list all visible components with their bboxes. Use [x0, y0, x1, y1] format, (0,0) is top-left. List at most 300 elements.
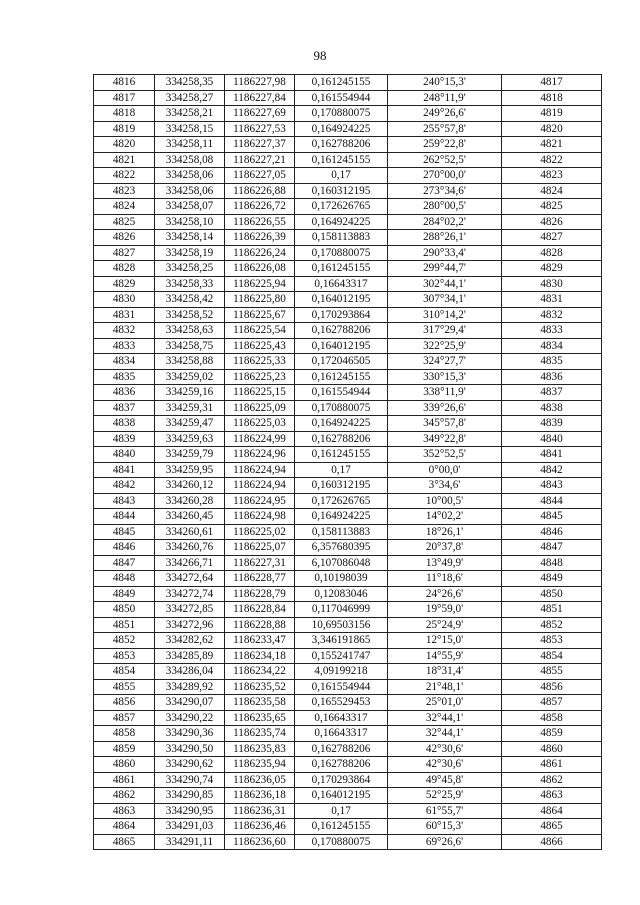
next-point-cell: 4827	[502, 230, 602, 246]
point-number-cell: 4850	[94, 602, 155, 618]
distance-cell: 0,16643317	[295, 726, 388, 742]
table-row	[94, 586, 602, 602]
bearing-cell: 14°55,9'	[388, 648, 502, 664]
next-point-cell: 4832	[502, 307, 602, 323]
point-number-cell: 4834	[94, 354, 155, 370]
distance-cell: 0,161554944	[295, 385, 388, 401]
point-number-cell: 4838	[94, 416, 155, 432]
point-number-cell: 4845	[94, 524, 155, 540]
table-row	[94, 524, 602, 540]
table-row	[94, 416, 602, 432]
next-point-cell: 4857	[502, 695, 602, 711]
table-row	[94, 152, 602, 168]
y-coordinate-cell: 1186228,88	[225, 617, 295, 633]
x-coordinate-cell: 334291,11	[155, 834, 225, 850]
point-number-cell: 4818	[94, 106, 155, 122]
table-row	[94, 664, 602, 680]
next-point-cell: 4819	[502, 106, 602, 122]
bearing-cell: 14°02,2'	[388, 509, 502, 525]
x-coordinate-cell: 334258,21	[155, 106, 225, 122]
y-coordinate-cell: 1186228,84	[225, 602, 295, 618]
table-row	[94, 726, 602, 742]
distance-cell: 0,162788206	[295, 137, 388, 153]
point-number-cell: 4821	[94, 152, 155, 168]
distance-cell: 0,10198039	[295, 571, 388, 587]
bearing-cell: 345°57,8'	[388, 416, 502, 432]
next-point-cell: 4842	[502, 462, 602, 478]
x-coordinate-cell: 334272,64	[155, 571, 225, 587]
y-coordinate-cell: 1186226,55	[225, 214, 295, 230]
x-coordinate-cell: 334258,08	[155, 152, 225, 168]
x-coordinate-cell: 334258,35	[155, 75, 225, 91]
bearing-cell: 21°48,1'	[388, 679, 502, 695]
table-row	[94, 121, 602, 137]
distance-cell: 0,117046999	[295, 602, 388, 618]
next-point-cell: 4818	[502, 90, 602, 106]
distance-cell: 0,161245155	[295, 369, 388, 385]
y-coordinate-cell: 1186227,37	[225, 137, 295, 153]
x-coordinate-cell: 334259,31	[155, 400, 225, 416]
x-coordinate-cell: 334260,76	[155, 540, 225, 556]
bearing-cell: 240°15,3'	[388, 75, 502, 91]
y-coordinate-cell: 1186225,07	[225, 540, 295, 556]
table-row	[94, 276, 602, 292]
point-number-cell: 4857	[94, 710, 155, 726]
y-coordinate-cell: 1186225,80	[225, 292, 295, 308]
table-row	[94, 617, 602, 633]
point-number-cell: 4835	[94, 369, 155, 385]
y-coordinate-cell: 1186226,24	[225, 245, 295, 261]
distance-cell: 0,164012195	[295, 788, 388, 804]
point-number-cell: 4841	[94, 462, 155, 478]
x-coordinate-cell: 334290,22	[155, 710, 225, 726]
y-coordinate-cell: 1186235,52	[225, 679, 295, 695]
bearing-cell: 20°37,8'	[388, 540, 502, 556]
bearing-cell: 42°30,6'	[388, 757, 502, 773]
x-coordinate-cell: 334260,28	[155, 493, 225, 509]
y-coordinate-cell: 1186227,98	[225, 75, 295, 91]
next-point-cell: 4839	[502, 416, 602, 432]
bearing-cell: 284°02,2'	[388, 214, 502, 230]
table-row	[94, 803, 602, 819]
x-coordinate-cell: 334258,52	[155, 307, 225, 323]
distance-cell: 0,17	[295, 462, 388, 478]
point-number-cell: 4826	[94, 230, 155, 246]
point-number-cell: 4839	[94, 431, 155, 447]
point-number-cell: 4829	[94, 276, 155, 292]
distance-cell: 0,155241747	[295, 648, 388, 664]
table-row	[94, 385, 602, 401]
next-point-cell: 4866	[502, 834, 602, 850]
table-row	[94, 168, 602, 184]
x-coordinate-cell: 334260,45	[155, 509, 225, 525]
distance-cell: 0,170293864	[295, 772, 388, 788]
x-coordinate-cell: 334290,74	[155, 772, 225, 788]
table-row	[94, 493, 602, 509]
point-number-cell: 4840	[94, 447, 155, 463]
x-coordinate-cell: 334258,15	[155, 121, 225, 137]
x-coordinate-cell: 334290,36	[155, 726, 225, 742]
y-coordinate-cell: 1186225,09	[225, 400, 295, 416]
table-row	[94, 772, 602, 788]
distance-cell: 0,161554944	[295, 679, 388, 695]
table-row	[94, 462, 602, 478]
bearing-cell: 255°57,8'	[388, 121, 502, 137]
point-number-cell: 4844	[94, 509, 155, 525]
next-point-cell: 4851	[502, 602, 602, 618]
y-coordinate-cell: 1186225,03	[225, 416, 295, 432]
next-point-cell: 4860	[502, 741, 602, 757]
next-point-cell: 4845	[502, 509, 602, 525]
x-coordinate-cell: 334260,12	[155, 478, 225, 494]
y-coordinate-cell: 1186225,33	[225, 354, 295, 370]
point-number-cell: 4856	[94, 695, 155, 711]
next-point-cell: 4852	[502, 617, 602, 633]
y-coordinate-cell: 1186233,47	[225, 633, 295, 649]
point-number-cell: 4823	[94, 183, 155, 199]
point-number-cell: 4858	[94, 726, 155, 742]
distance-cell: 0,162788206	[295, 323, 388, 339]
next-point-cell: 4850	[502, 586, 602, 602]
table-row	[94, 478, 602, 494]
point-number-cell: 4861	[94, 772, 155, 788]
distance-cell: 0,16643317	[295, 276, 388, 292]
point-number-cell: 4819	[94, 121, 155, 137]
table-row	[94, 819, 602, 835]
y-coordinate-cell: 1186234,18	[225, 648, 295, 664]
table-row	[94, 338, 602, 354]
x-coordinate-cell: 334272,74	[155, 586, 225, 602]
y-coordinate-cell: 1186227,53	[225, 121, 295, 137]
next-point-cell: 4844	[502, 493, 602, 509]
y-coordinate-cell: 1186225,94	[225, 276, 295, 292]
distance-cell: 0,164924225	[295, 121, 388, 137]
point-number-cell: 4860	[94, 757, 155, 773]
bearing-cell: 12°15,0'	[388, 633, 502, 649]
y-coordinate-cell: 1186236,60	[225, 834, 295, 850]
y-coordinate-cell: 1186235,74	[225, 726, 295, 742]
x-coordinate-cell: 334291,03	[155, 819, 225, 835]
y-coordinate-cell: 1186234,22	[225, 664, 295, 680]
y-coordinate-cell: 1186226,39	[225, 230, 295, 246]
table-body	[94, 75, 602, 850]
bearing-cell: 60°15,3'	[388, 819, 502, 835]
y-coordinate-cell: 1186235,65	[225, 710, 295, 726]
point-number-cell: 4853	[94, 648, 155, 664]
bearing-cell: 42°30,6'	[388, 741, 502, 757]
next-point-cell: 4841	[502, 447, 602, 463]
distance-cell: 0,16643317	[295, 710, 388, 726]
point-number-cell: 4865	[94, 834, 155, 850]
point-number-cell: 4852	[94, 633, 155, 649]
next-point-cell: 4838	[502, 400, 602, 416]
distance-cell: 0,164012195	[295, 338, 388, 354]
distance-cell: 0,161245155	[295, 819, 388, 835]
bearing-cell: 317°29,4'	[388, 323, 502, 339]
point-number-cell: 4843	[94, 493, 155, 509]
bearing-cell: 299°44,7'	[388, 261, 502, 277]
distance-cell: 0,160312195	[295, 478, 388, 494]
point-number-cell: 4836	[94, 385, 155, 401]
bearing-cell: 259°22,8'	[388, 137, 502, 153]
y-coordinate-cell: 1186226,88	[225, 183, 295, 199]
bearing-cell: 24°26,6'	[388, 586, 502, 602]
table-row	[94, 106, 602, 122]
page-number: 98	[313, 48, 327, 63]
x-coordinate-cell: 334260,61	[155, 524, 225, 540]
bearing-cell: 290°33,4'	[388, 245, 502, 261]
bearing-cell: 324°27,7'	[388, 354, 502, 370]
table-row	[94, 679, 602, 695]
table-row	[94, 214, 602, 230]
distance-cell: 0,170880075	[295, 245, 388, 261]
x-coordinate-cell: 334258,19	[155, 245, 225, 261]
point-number-cell: 4851	[94, 617, 155, 633]
y-coordinate-cell: 1186224,98	[225, 509, 295, 525]
point-number-cell: 4859	[94, 741, 155, 757]
bearing-cell: 288°26,1'	[388, 230, 502, 246]
bearing-cell: 10°00,5'	[388, 493, 502, 509]
x-coordinate-cell: 334290,07	[155, 695, 225, 711]
y-coordinate-cell: 1186224,95	[225, 493, 295, 509]
x-coordinate-cell: 334258,06	[155, 183, 225, 199]
point-number-cell: 4822	[94, 168, 155, 184]
next-point-cell: 4833	[502, 323, 602, 339]
x-coordinate-cell: 334258,11	[155, 137, 225, 153]
distance-cell: 0,161554944	[295, 90, 388, 106]
table-row	[94, 602, 602, 618]
y-coordinate-cell: 1186236,18	[225, 788, 295, 804]
distance-cell: 3,346191865	[295, 633, 388, 649]
distance-cell: 0,160312195	[295, 183, 388, 199]
x-coordinate-cell: 334258,75	[155, 338, 225, 354]
next-point-cell: 4849	[502, 571, 602, 587]
point-number-cell: 4863	[94, 803, 155, 819]
y-coordinate-cell: 1186224,96	[225, 447, 295, 463]
table-row	[94, 431, 602, 447]
table-row	[94, 90, 602, 106]
table-row	[94, 695, 602, 711]
bearing-cell: 349°22,8'	[388, 431, 502, 447]
distance-cell: 0,161245155	[295, 261, 388, 277]
distance-cell: 0,158113883	[295, 230, 388, 246]
x-coordinate-cell: 334286,04	[155, 664, 225, 680]
distance-cell: 0,162788206	[295, 741, 388, 757]
table-row	[94, 354, 602, 370]
point-number-cell: 4832	[94, 323, 155, 339]
y-coordinate-cell: 1186228,77	[225, 571, 295, 587]
y-coordinate-cell: 1186226,72	[225, 199, 295, 215]
x-coordinate-cell: 334259,16	[155, 385, 225, 401]
next-point-cell: 4854	[502, 648, 602, 664]
bearing-cell: 32°44,1'	[388, 726, 502, 742]
x-coordinate-cell: 334290,62	[155, 757, 225, 773]
distance-cell: 6,357680395	[295, 540, 388, 556]
next-point-cell: 4864	[502, 803, 602, 819]
next-point-cell: 4848	[502, 555, 602, 571]
table-row	[94, 710, 602, 726]
point-number-cell: 4831	[94, 307, 155, 323]
point-number-cell: 4837	[94, 400, 155, 416]
point-number-cell: 4862	[94, 788, 155, 804]
distance-cell: 0,170880075	[295, 400, 388, 416]
next-point-cell: 4862	[502, 772, 602, 788]
table-row	[94, 75, 602, 91]
bearing-cell: 352°52,5'	[388, 447, 502, 463]
distance-cell: 0,12083046	[295, 586, 388, 602]
table-row	[94, 323, 602, 339]
table-row	[94, 230, 602, 246]
x-coordinate-cell: 334258,25	[155, 261, 225, 277]
x-coordinate-cell: 334259,63	[155, 431, 225, 447]
y-coordinate-cell: 1186227,05	[225, 168, 295, 184]
next-point-cell: 4847	[502, 540, 602, 556]
bearing-cell: 302°44,1'	[388, 276, 502, 292]
bearing-cell: 18°26,1'	[388, 524, 502, 540]
bearing-cell: 262°52,5'	[388, 152, 502, 168]
bearing-cell: 249°26,6'	[388, 106, 502, 122]
table-row	[94, 757, 602, 773]
x-coordinate-cell: 334258,14	[155, 230, 225, 246]
next-point-cell: 4843	[502, 478, 602, 494]
x-coordinate-cell: 334272,85	[155, 602, 225, 618]
y-coordinate-cell: 1186224,99	[225, 431, 295, 447]
distance-cell: 0,161245155	[295, 447, 388, 463]
point-number-cell: 4817	[94, 90, 155, 106]
table-row	[94, 540, 602, 556]
point-number-cell: 4833	[94, 338, 155, 354]
point-number-cell: 4864	[94, 819, 155, 835]
distance-cell: 4,09199218	[295, 664, 388, 680]
bearing-cell: 307°34,1'	[388, 292, 502, 308]
next-point-cell: 4836	[502, 369, 602, 385]
next-point-cell: 4829	[502, 261, 602, 277]
y-coordinate-cell: 1186227,31	[225, 555, 295, 571]
x-coordinate-cell: 334258,42	[155, 292, 225, 308]
next-point-cell: 4840	[502, 431, 602, 447]
y-coordinate-cell: 1186235,58	[225, 695, 295, 711]
table-row	[94, 741, 602, 757]
point-number-cell: 4825	[94, 214, 155, 230]
bearing-cell: 273°34,6'	[388, 183, 502, 199]
table-row	[94, 199, 602, 215]
bearing-cell: 3°34,6'	[388, 478, 502, 494]
distance-cell: 0,172046505	[295, 354, 388, 370]
point-number-cell: 4820	[94, 137, 155, 153]
next-point-cell: 4828	[502, 245, 602, 261]
distance-cell: 0,164924225	[295, 416, 388, 432]
next-point-cell: 4821	[502, 137, 602, 153]
y-coordinate-cell: 1186225,54	[225, 323, 295, 339]
table-row	[94, 834, 602, 850]
distance-cell: 0,170880075	[295, 834, 388, 850]
bearing-cell: 338°11,9'	[388, 385, 502, 401]
next-point-cell: 4855	[502, 664, 602, 680]
bearing-cell: 25°24,9'	[388, 617, 502, 633]
next-point-cell: 4825	[502, 199, 602, 215]
y-coordinate-cell: 1186225,67	[225, 307, 295, 323]
bearing-cell: 11°18,6'	[388, 571, 502, 587]
point-number-cell: 4847	[94, 555, 155, 571]
table-row	[94, 509, 602, 525]
table-row	[94, 261, 602, 277]
y-coordinate-cell: 1186236,46	[225, 819, 295, 835]
y-coordinate-cell: 1186236,31	[225, 803, 295, 819]
table-row	[94, 555, 602, 571]
point-number-cell: 4848	[94, 571, 155, 587]
point-number-cell: 4830	[94, 292, 155, 308]
x-coordinate-cell: 334259,79	[155, 447, 225, 463]
bearing-cell: 49°45,8'	[388, 772, 502, 788]
bearing-cell: 248°11,9'	[388, 90, 502, 106]
x-coordinate-cell: 334258,10	[155, 214, 225, 230]
bearing-cell: 339°26,6'	[388, 400, 502, 416]
y-coordinate-cell: 1186227,21	[225, 152, 295, 168]
next-point-cell: 4865	[502, 819, 602, 835]
point-number-cell: 4816	[94, 75, 155, 91]
distance-cell: 0,164924225	[295, 509, 388, 525]
distance-cell: 0,170293864	[295, 307, 388, 323]
y-coordinate-cell: 1186235,94	[225, 757, 295, 773]
x-coordinate-cell: 334258,63	[155, 323, 225, 339]
point-number-cell: 4854	[94, 664, 155, 680]
distance-cell: 0,172626765	[295, 199, 388, 215]
bearing-cell: 52°25,9'	[388, 788, 502, 804]
next-point-cell: 4856	[502, 679, 602, 695]
next-point-cell: 4835	[502, 354, 602, 370]
x-coordinate-cell: 334272,96	[155, 617, 225, 633]
distance-cell: 0,165529453	[295, 695, 388, 711]
y-coordinate-cell: 1186225,02	[225, 524, 295, 540]
x-coordinate-cell: 334259,02	[155, 369, 225, 385]
table-row	[94, 788, 602, 804]
table-row	[94, 292, 602, 308]
distance-cell: 0,17	[295, 168, 388, 184]
table-row	[94, 633, 602, 649]
x-coordinate-cell: 334290,50	[155, 741, 225, 757]
point-number-cell: 4842	[94, 478, 155, 494]
table-row	[94, 183, 602, 199]
distance-cell: 10,69503156	[295, 617, 388, 633]
next-point-cell: 4834	[502, 338, 602, 354]
bearing-cell: 280°00,5'	[388, 199, 502, 215]
next-point-cell: 4837	[502, 385, 602, 401]
x-coordinate-cell: 334266,71	[155, 555, 225, 571]
next-point-cell: 4817	[502, 75, 602, 91]
y-coordinate-cell: 1186227,69	[225, 106, 295, 122]
x-coordinate-cell: 334258,27	[155, 90, 225, 106]
table-row	[94, 447, 602, 463]
x-coordinate-cell: 334258,07	[155, 199, 225, 215]
bearing-cell: 61°55,7'	[388, 803, 502, 819]
table-row	[94, 137, 602, 153]
x-coordinate-cell: 334285,89	[155, 648, 225, 664]
distance-cell: 6,107086048	[295, 555, 388, 571]
next-point-cell: 4820	[502, 121, 602, 137]
next-point-cell: 4823	[502, 168, 602, 184]
bearing-cell: 13°49,9'	[388, 555, 502, 571]
next-point-cell: 4863	[502, 788, 602, 804]
y-coordinate-cell: 1186225,15	[225, 385, 295, 401]
point-number-cell: 4824	[94, 199, 155, 215]
bearing-cell: 25°01,0'	[388, 695, 502, 711]
next-point-cell: 4831	[502, 292, 602, 308]
table-row	[94, 400, 602, 416]
x-coordinate-cell: 334259,95	[155, 462, 225, 478]
distance-cell: 0,170880075	[295, 106, 388, 122]
next-point-cell: 4826	[502, 214, 602, 230]
x-coordinate-cell: 334259,47	[155, 416, 225, 432]
